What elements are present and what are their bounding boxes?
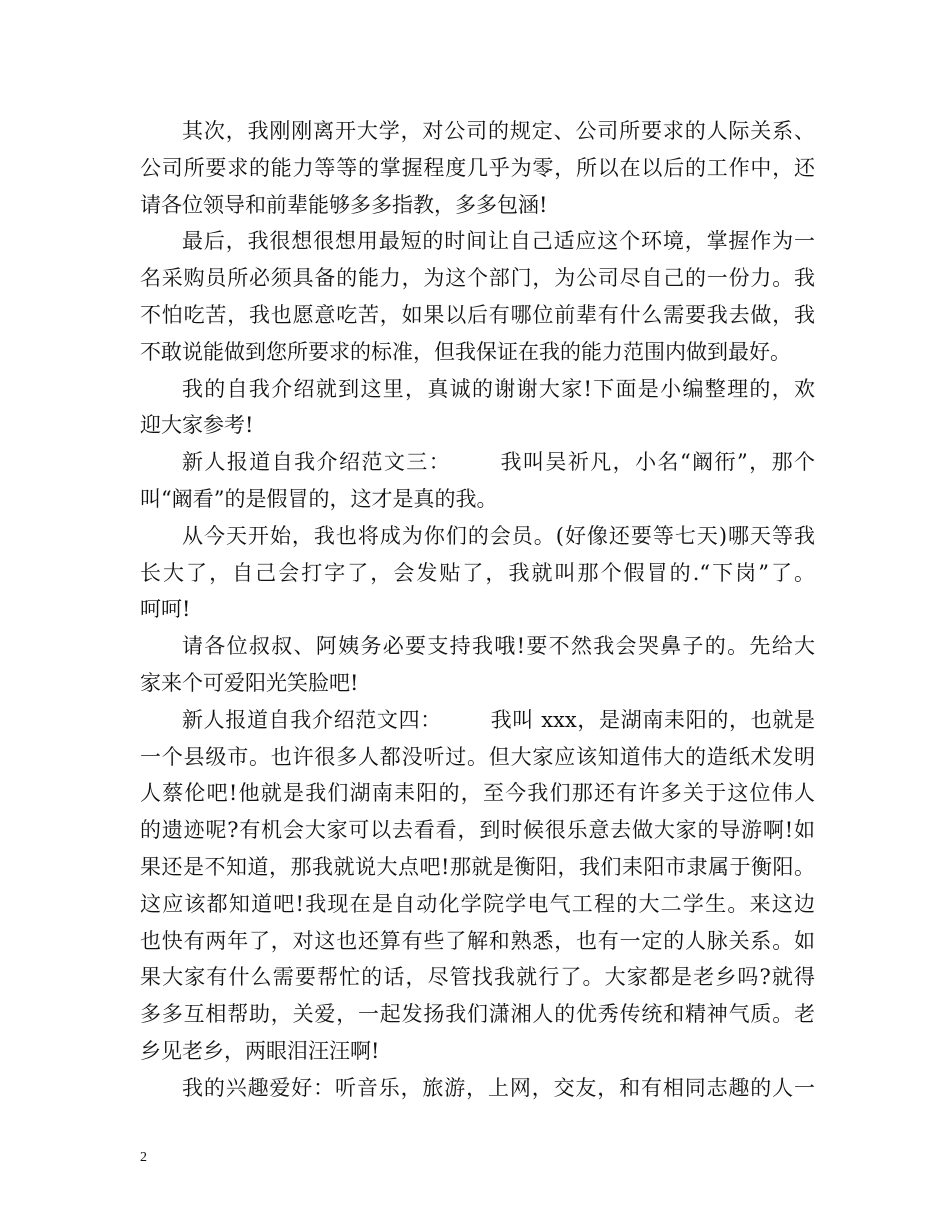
paragraph xyxy=(140,444,815,518)
text-line: 长大了，自己会打字了，会发贴了，我就叫那个假冒的.“下岗”了。 xyxy=(140,560,815,585)
section-heading: 新人报道自我介绍范文三： xyxy=(182,450,452,475)
paragraph xyxy=(140,371,815,445)
text-line xyxy=(140,702,815,739)
text-line: 不怕吃苦，我也愿意吃苦，如果以后有哪位前辈有什么需要我去做，我 xyxy=(140,302,815,327)
paragraph xyxy=(140,518,815,628)
text-line: 请各位领导和前辈能够多多指教，多多包涵! xyxy=(140,192,548,217)
page-number: 2 xyxy=(140,1150,147,1165)
text-line: 这应该都知道吧!我现在是自动化学院学电气工程的大二学生。来这边 xyxy=(140,891,815,916)
text-line: 的遗迹呢?有机会大家可以去看看，到时候很乐意去做大家的导游啊!如 xyxy=(140,818,815,843)
text-line: 公司所要求的能力等等的掌握程度几乎为零，所以在以后的工作中，还 xyxy=(140,155,815,180)
text-line: 家来个可爱阳光笑脸吧! xyxy=(140,670,359,695)
text-line: 乡见老乡，两眼泪汪汪啊! xyxy=(140,1038,380,1063)
text-line: 不敢说能做到您所要求的标准，但我保证在我的能力范围内做到最好。 xyxy=(140,339,791,364)
text-line: 我的自我介绍就到这里，真诚的谢谢大家!下面是小编整理的，欢 xyxy=(182,376,815,401)
text-line: 叫“阚看”的是假冒的，这才是真的我。 xyxy=(140,486,498,511)
section-heading: 新人报道自我介绍范文四： xyxy=(182,707,442,732)
text-span: 我叫吴祈凡，小名“阚衎”，那个 xyxy=(499,450,815,475)
paragraph xyxy=(140,702,815,1070)
text-line: 果还是不知道，那我就说大点吧!那就是衡阳，我们耒阳市隶属于衡阳。 xyxy=(140,854,815,879)
text-span: 我叫 xxx，是湖南耒阳的，也就是 xyxy=(489,707,815,732)
text-line xyxy=(140,444,815,481)
text-line: 最后，我很想很想用最短的时间让自己适应这个环境，掌握作为一 xyxy=(182,229,815,254)
text-line: 一个县级市。也许很多人都没听过。但大家应该知道伟大的造纸术发明 xyxy=(140,744,815,769)
text-line: 迎大家参考! xyxy=(140,413,254,438)
paragraph xyxy=(140,1070,815,1107)
paragraph xyxy=(140,113,815,223)
body-text xyxy=(140,113,815,1107)
text-line: 人蔡伦吧!他就是我们湖南耒阳的，至今我们那还有许多关于这位伟人 xyxy=(140,781,815,806)
text-line: 多多互相帮助，关爱，一起发扬我们潇湘人的优秀传统和精神气质。老 xyxy=(140,1002,815,1027)
paragraph xyxy=(140,223,815,370)
text-line: 也快有两年了，对这也还算有些了解和熟悉，也有一定的人脉关系。如 xyxy=(140,928,815,953)
text-line: 从今天开始，我也将成为你们的会员。(好像还要等七天)哪天等我 xyxy=(182,523,815,548)
text-line: 名采购员所必须具备的能力，为这个部门，为公司尽自己的一份力。我 xyxy=(140,266,815,291)
text-line: 呵呵! xyxy=(140,597,191,622)
text-line: 我的兴趣爱好：听音乐，旅游，上网，交友，和有相同志趣的人一 xyxy=(182,1075,815,1100)
text-line: 其次，我刚刚离开大学，对公司的规定、公司所要求的人际关系、 xyxy=(182,119,815,143)
paragraph xyxy=(140,628,815,702)
text-line: 请各位叔叔、阿姨务必要支持我哦!要不然我会哭鼻子的。先给大 xyxy=(182,634,815,659)
text-line: 果大家有什么需要帮忙的话，尽管找我就行了。大家都是老乡吗?就得 xyxy=(140,965,815,990)
